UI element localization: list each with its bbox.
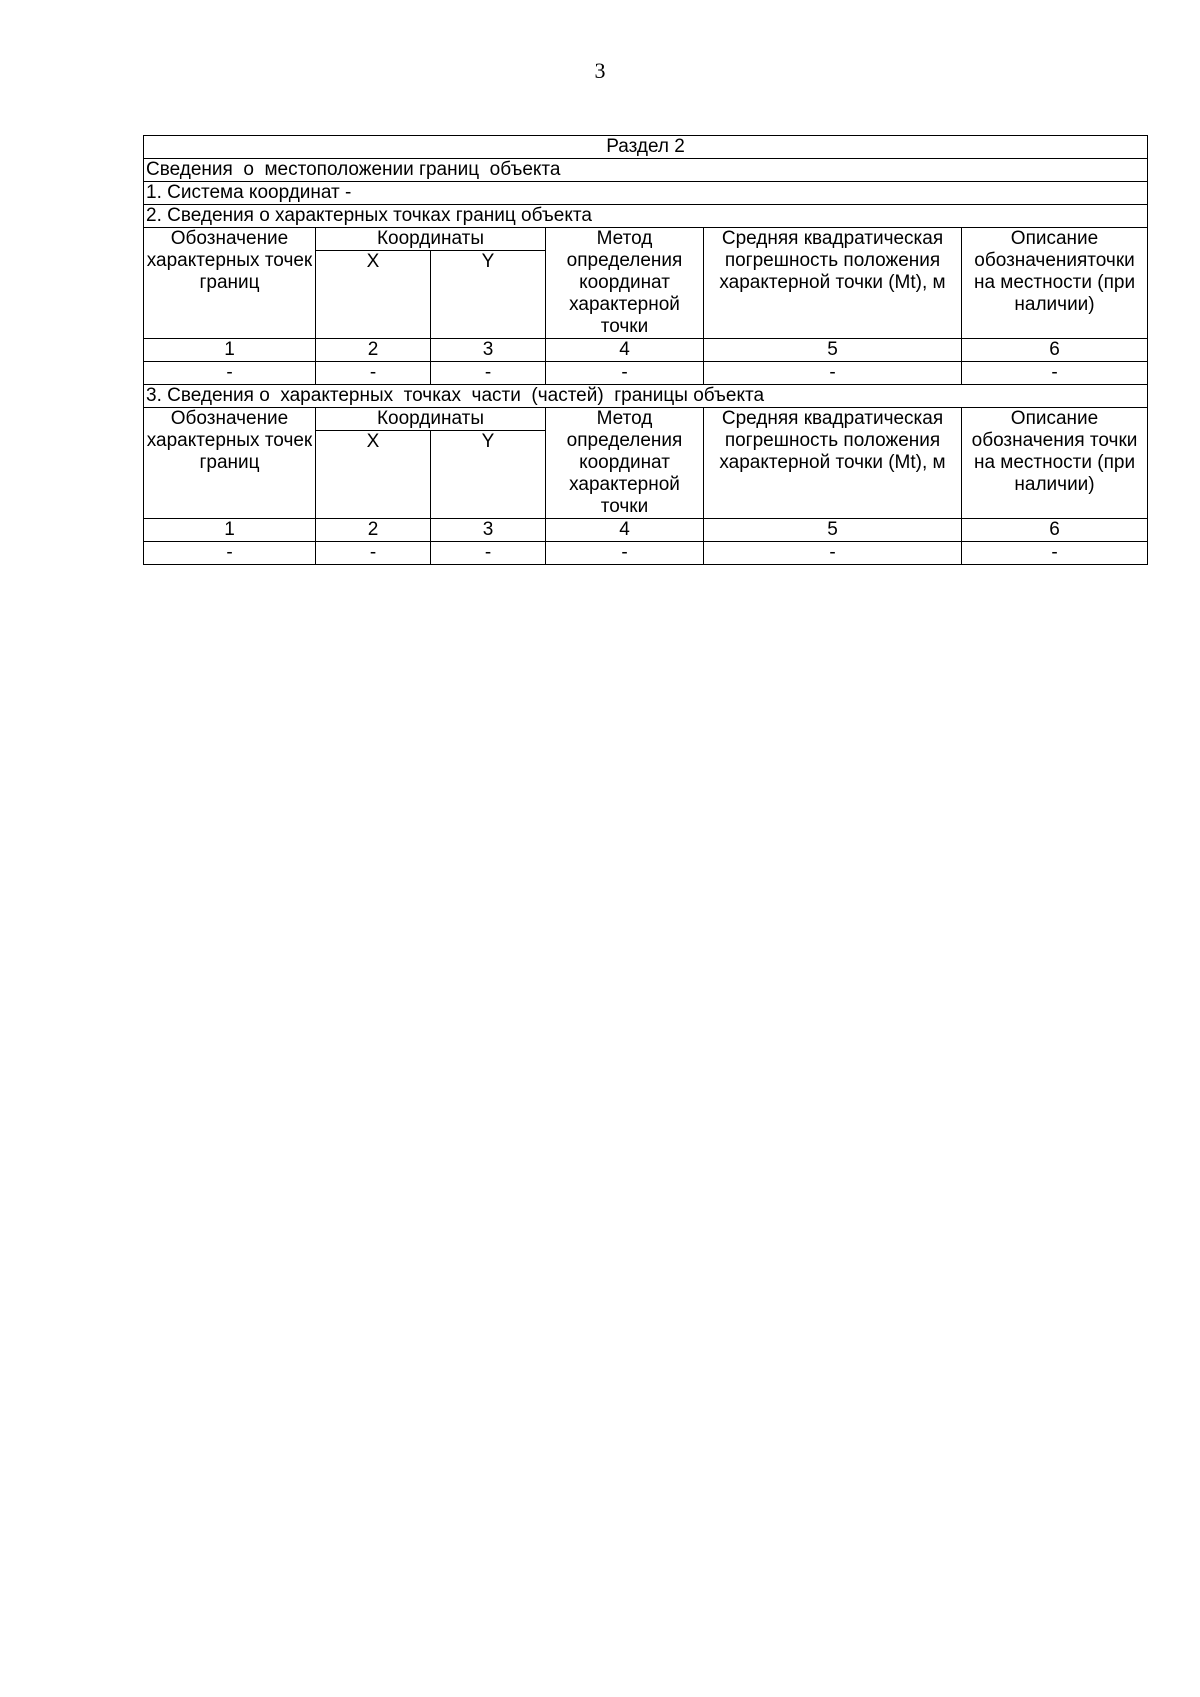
column-number: 5 xyxy=(704,519,962,542)
section-table xyxy=(143,135,1148,565)
column-numbers-row xyxy=(144,519,1148,542)
header-error: Средняя квадратическая погрешность положения характерной точки (Mt), м xyxy=(704,408,962,519)
header-designation: Обозначение характерных точек границ xyxy=(144,228,316,339)
header-error: Средняя квадратическая погрешность положения характерной точки (Mt), м xyxy=(704,228,962,339)
table-row xyxy=(144,362,1148,385)
coordinate-system: 1. Система координат - xyxy=(144,182,1148,205)
column-number: 2 xyxy=(316,339,431,362)
column-number: 6 xyxy=(962,339,1148,362)
table-cell: - xyxy=(144,542,316,565)
table-cell: - xyxy=(962,542,1148,565)
table-cell: - xyxy=(316,542,431,565)
header-y: Y xyxy=(431,431,546,519)
table-cell: - xyxy=(962,362,1148,385)
column-number: 2 xyxy=(316,519,431,542)
part3-title: 3. Сведения о характерных точках части (частей) границы объекта xyxy=(144,385,1148,408)
table-cell: - xyxy=(431,542,546,565)
column-numbers-row xyxy=(144,339,1148,362)
section-subtitle: Сведения о местоположении границ объекта xyxy=(144,159,1148,182)
header-designation: Обозначение характерных точек границ xyxy=(144,408,316,519)
header-x: X xyxy=(316,251,431,339)
table-cell: - xyxy=(704,362,962,385)
header-coordinates: Координаты xyxy=(316,408,546,431)
header-coordinates: Координаты xyxy=(316,228,546,251)
column-number: 1 xyxy=(144,519,316,542)
header-y: Y xyxy=(431,251,546,339)
table-cell: - xyxy=(704,542,962,565)
header-description: Описание обозначенияточки на местности (при наличии) xyxy=(962,228,1148,339)
section-title: Раздел 2 xyxy=(144,136,1148,159)
table-cell: - xyxy=(546,362,704,385)
table-row xyxy=(144,542,1148,565)
table-cell: - xyxy=(431,362,546,385)
column-number: 4 xyxy=(546,519,704,542)
column-number: 5 xyxy=(704,339,962,362)
table-cell: - xyxy=(144,362,316,385)
header-x: X xyxy=(316,431,431,519)
column-number: 4 xyxy=(546,339,704,362)
page-number: 3 xyxy=(594,58,606,83)
part2-title: 2. Сведения о характерных точках границ объекта xyxy=(144,205,1148,228)
column-number: 1 xyxy=(144,339,316,362)
header-method: Метод определения координат характерной точки xyxy=(546,228,704,339)
table-cell: - xyxy=(316,362,431,385)
column-number: 3 xyxy=(431,519,546,542)
column-number: 6 xyxy=(962,519,1148,542)
table-cell: - xyxy=(546,542,704,565)
column-number: 3 xyxy=(431,339,546,362)
header-method: Метод определения координат характерной точки xyxy=(546,408,704,519)
header-description: Описание обозначения точки на местности (при наличии) xyxy=(962,408,1148,519)
